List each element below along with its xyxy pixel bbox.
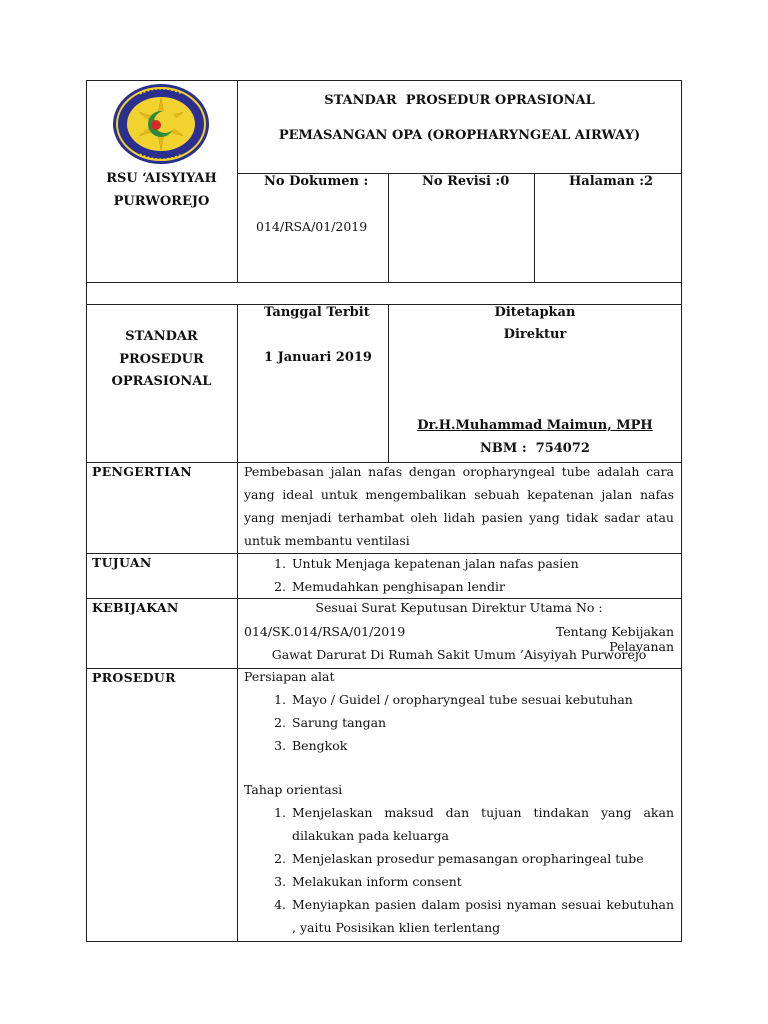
- list-item: 1. Mayo / Guidel / oropharyngeal tube sesuai kebutuhan: [290, 688, 674, 711]
- no-revisi: No Revisi :0: [422, 174, 510, 189]
- list-item: 2. Menjelaskan prosedur pemasangan oropharingeal tube: [290, 847, 674, 870]
- tanggal-terbit-value: 1 Januari 2019: [264, 350, 372, 365]
- row-divider: [86, 282, 682, 283]
- orientasi-list: [244, 801, 674, 939]
- kebijakan-line3: Gawat Darurat Di Rumah Sakit Umum ’Aisyiyah Purworejo: [271, 647, 647, 662]
- signer-nbm: NBM : 754072: [480, 441, 590, 456]
- sop-label: [86, 326, 237, 394]
- document-title: STANDAR PROSEDUR OPRASIONAL: [324, 93, 595, 108]
- no-dokumen-value: 014/RSA/01/2019: [256, 219, 368, 234]
- column-divider: [534, 173, 535, 283]
- kebijakan-line2-right: Tentang Kebijakan Pelayanan: [555, 624, 674, 654]
- kebijakan-label: KEBIJAKAN: [92, 600, 179, 615]
- list-item: 4. Menyiapkan pasien dalam posisi nyaman sesuai kebutuhan , yaitu Posisikan klien terlentang: [290, 893, 674, 939]
- column-divider: [237, 80, 238, 283]
- table-border-top: [86, 80, 682, 81]
- row-divider: [86, 598, 682, 599]
- table-border-left: [86, 80, 87, 942]
- sop-label-line2: PROSEDUR: [119, 351, 204, 367]
- hospital-name-line1: RSU ‘AISYIYAH: [106, 171, 217, 186]
- table-border-right: [681, 80, 682, 942]
- kebijakan-line1: Sesuai Surat Keputusan Direktur Utama No :: [315, 600, 603, 615]
- sop-label-line3: OPRASIONAL: [111, 374, 212, 389]
- document-subtitle: PEMASANGAN OPA (OROPHARYNGEAL AIRWAY): [278, 128, 641, 143]
- pengertian-text: Pembebasan jalan nafas dengan oropharyngeal tube adalah cara yang ideal untuk mengembalikan sebuah kepatenan jalan nafas yang menjadi terhambat oleh lidah pasien yang tidak sadar atau untuk membantu ventilasi: [244, 464, 674, 548]
- tanggal-terbit-label: Tanggal Terbit: [264, 305, 370, 320]
- row-divider: [86, 668, 682, 669]
- tujuan-label: TUJUAN: [92, 555, 152, 570]
- persiapan-list: [244, 688, 674, 757]
- orientasi-title: Tahap orientasi: [244, 782, 343, 797]
- hospital-name-line2: PURWOREJO: [113, 194, 210, 209]
- list-item: 3. Melakukan inform consent: [290, 870, 674, 893]
- kebijakan-line2-left: 014/SK.014/RSA/01/2019: [244, 624, 406, 639]
- persiapan-title: Persiapan alat: [244, 669, 335, 684]
- column-divider: [237, 304, 238, 942]
- tujuan-list: [244, 552, 674, 598]
- signer-name: Dr.H.Muhammad Maimun, MPH: [417, 418, 653, 433]
- no-dokumen-label: No Dokumen :: [264, 174, 369, 189]
- list-item: 2. Sarung tangan: [290, 711, 674, 734]
- pengertian-label: PENGERTIAN: [92, 464, 192, 479]
- column-divider: [388, 173, 389, 283]
- list-item: 1. Menjelaskan maksud dan tujuan tindakan yang akan dilakukan pada keluarga: [290, 801, 674, 847]
- direktur-label: Direktur: [503, 327, 567, 342]
- list-item: 2. Memudahkan penghisapan lendir: [290, 575, 674, 598]
- list-item: 3. Bengkok: [290, 734, 674, 757]
- ditetapkan-label: Ditetapkan: [494, 305, 576, 320]
- halaman: Halaman :2: [569, 174, 654, 189]
- hospital-logo: [110, 82, 212, 166]
- prosedur-label: PROSEDUR: [92, 670, 176, 685]
- sop-label-line1: STANDAR: [125, 329, 198, 344]
- list-item: 1. Untuk Menjaga kepatenan jalan nafas pasien: [290, 552, 674, 575]
- table-border-bottom: [86, 941, 682, 942]
